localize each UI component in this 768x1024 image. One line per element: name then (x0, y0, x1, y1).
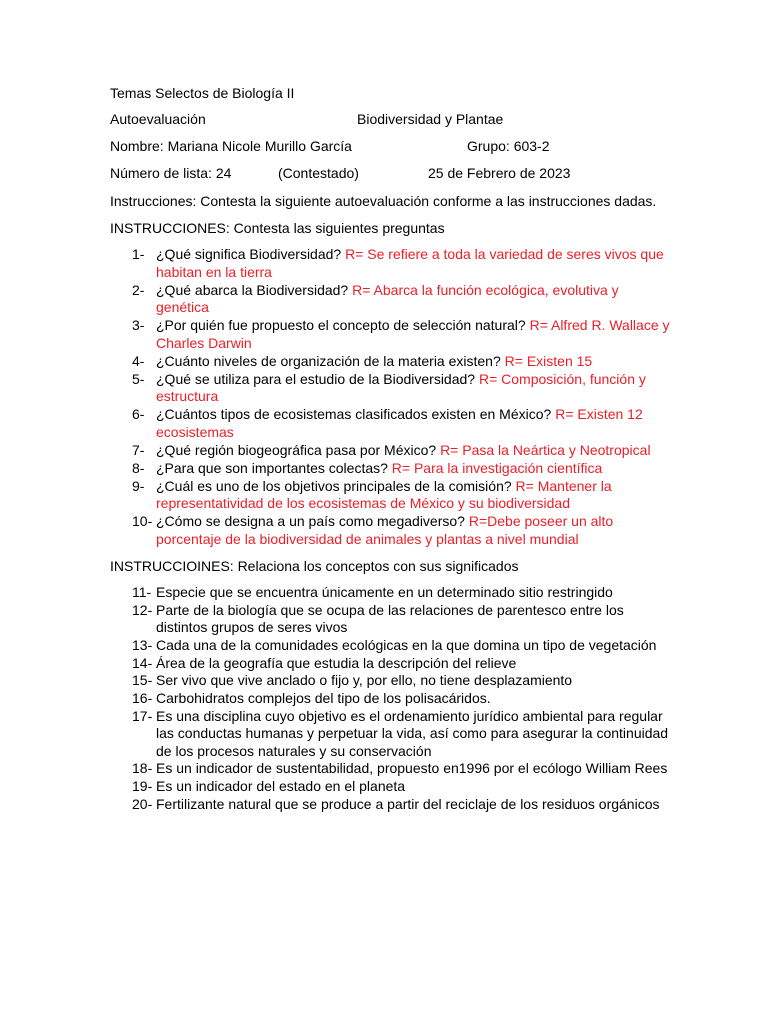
definition-number: 15- (132, 672, 153, 689)
definition-text: Cada una de la comunidades ecológicas en la que domina un tipo de vegetación (156, 636, 657, 653)
question-text: ¿Qué significa Biodiversidad? (156, 246, 342, 262)
question-text: ¿Cuál es uno de los objetivos principales de la comisión? (156, 477, 512, 494)
question-item (110, 513, 670, 548)
question-item (110, 478, 670, 513)
instructions-intro: Instrucciones: Contesta la siguiente autoevaluación conforme a las instrucciones dadas. (110, 193, 657, 209)
question-number: 2- (132, 281, 145, 298)
course-title: Temas Selectos de Biología II (110, 85, 295, 101)
definition-number: 20- (132, 795, 153, 812)
question-text: ¿Qué región biogeográfica pasa por México? (156, 441, 437, 458)
definition-number: 12- (132, 601, 153, 618)
definition-item (110, 602, 670, 637)
answer-text: R= Existen 12 ecosistemas (156, 406, 643, 440)
list-number: Número de lista: 24 (110, 165, 232, 181)
definition-item (110, 637, 670, 655)
answer-text: R= Composición, función y estructura (156, 370, 646, 404)
group-label: Grupo: 603-2 (467, 138, 550, 154)
definition-number: 14- (132, 654, 153, 671)
definition-text: Es un indicador de sustentabilidad, propuesto en1996 por el ecólogo William Rees (156, 760, 668, 777)
question-item (110, 246, 670, 281)
question-item (110, 317, 670, 352)
answer-text: R= Existen 15 (504, 352, 593, 369)
question-item (110, 353, 670, 371)
question-text: ¿Para que son importantes colectas? (156, 459, 388, 476)
definition-list (110, 584, 670, 813)
question-text: ¿Cuánto niveles de organización de la materia existen? (156, 352, 501, 369)
answer-text: R= Para la investigación científica (391, 459, 603, 476)
activity-label: Autoevaluación (110, 111, 206, 127)
name-row (110, 138, 670, 156)
definition-item (110, 796, 670, 814)
definition-text: Ser vivo que vive anclado o fijo y, por ello, no tiene desplazamiento (156, 672, 573, 689)
definition-number: 19- (132, 778, 153, 794)
definition-number: 16- (132, 689, 153, 706)
definition-number: 13- (132, 636, 153, 653)
question-item (110, 282, 670, 317)
definition-text: Carbohidratos complejos del tipo de los polisacáridos. (156, 689, 491, 706)
question-item (110, 371, 670, 406)
definition-text: Parte de la biología que se ocupa de las relaciones de parentesco entre los distintos grupos de seres vivos (156, 601, 624, 636)
question-number: 5- (132, 370, 145, 387)
question-text: ¿Qué se utiliza para el estudio de la Biodiversidad? (156, 370, 476, 387)
definition-item (110, 584, 670, 602)
definition-number: 11- (132, 584, 152, 600)
section2-heading: INSTRUCCIOINES: Relaciona los conceptos con sus significados (110, 558, 519, 574)
answer-text: R= Mantener la representatividad de los ecosistemas de México y su biodiversidad (156, 477, 612, 511)
question-number: 10- (132, 513, 153, 529)
definition-number: 17- (132, 707, 153, 724)
question-number: 4- (132, 352, 145, 369)
definition-item (110, 655, 670, 673)
question-number: 3- (132, 317, 145, 333)
question-text: ¿Qué abarca la Biodiversidad? (156, 281, 349, 298)
definition-number: 18- (132, 760, 153, 777)
list-row (110, 165, 670, 183)
question-number: 6- (132, 406, 145, 422)
answer-text: R= Abarca la función ecológica, evolutiva y genética (156, 281, 619, 315)
question-text: ¿Cuántos tipos de ecosistemas clasificados existen en México? (156, 406, 552, 422)
question-text: ¿Por quién fue propuesto el concepto de selección natural? (156, 317, 526, 333)
definition-item (110, 690, 670, 708)
section1-heading: INSTRUCCIONES: Contesta las siguientes preguntas (110, 220, 445, 236)
definition-text: Área de la geografía que estudia la descripción del relieve (156, 654, 517, 671)
date-label: 25 de Febrero de 2023 (428, 165, 571, 181)
definition-item (110, 778, 670, 796)
question-text: ¿Cómo se designa a un país como megadiverso? (156, 513, 465, 529)
student-name: Nombre: Mariana Nicole Murillo García (110, 138, 352, 154)
question-number: 9- (132, 477, 145, 494)
definition-text: Fertilizante natural que se produce a partir del reciclaje de los residuos orgánicos (156, 795, 660, 812)
question-number: 1- (132, 246, 145, 262)
definition-text: Es una disciplina cuyo objetivo es el ordenamiento jurídico ambiental para regular las conductas humanas y perpetuar la vida, así como para asegurar la continuidad de los procesos naturales y su conservación (156, 707, 669, 759)
activity-row (110, 111, 670, 129)
answer-text: R= Alfred R. Wallace y Charles Darwin (156, 317, 670, 351)
question-item (110, 460, 670, 478)
definition-item (110, 672, 670, 690)
topic-label: Biodiversidad y Plantae (357, 111, 504, 127)
answer-text: R= Pasa la Neártica y Neotropical (440, 441, 651, 458)
question-number: 7- (132, 441, 145, 458)
answer-text: R= Se refiere a toda la variedad de seres vivos que habitan en la tierra (156, 246, 664, 280)
question-list (110, 246, 670, 548)
definition-text: Es un indicador del estado en el planeta (156, 778, 406, 794)
answer-text: R=Debe poseer un alto porcentaje de la biodiversidad de animales y plantas a nivel mundial (156, 513, 614, 547)
definition-text: Especie que se encuentra únicamente en un determinado sitio restringido (156, 584, 613, 600)
document-page (110, 84, 670, 813)
question-item (110, 442, 670, 460)
definition-item (110, 760, 670, 778)
definition-item (110, 708, 670, 761)
question-number: 8- (132, 459, 145, 476)
question-item (110, 406, 670, 441)
status-label: (Contestado) (278, 165, 359, 181)
